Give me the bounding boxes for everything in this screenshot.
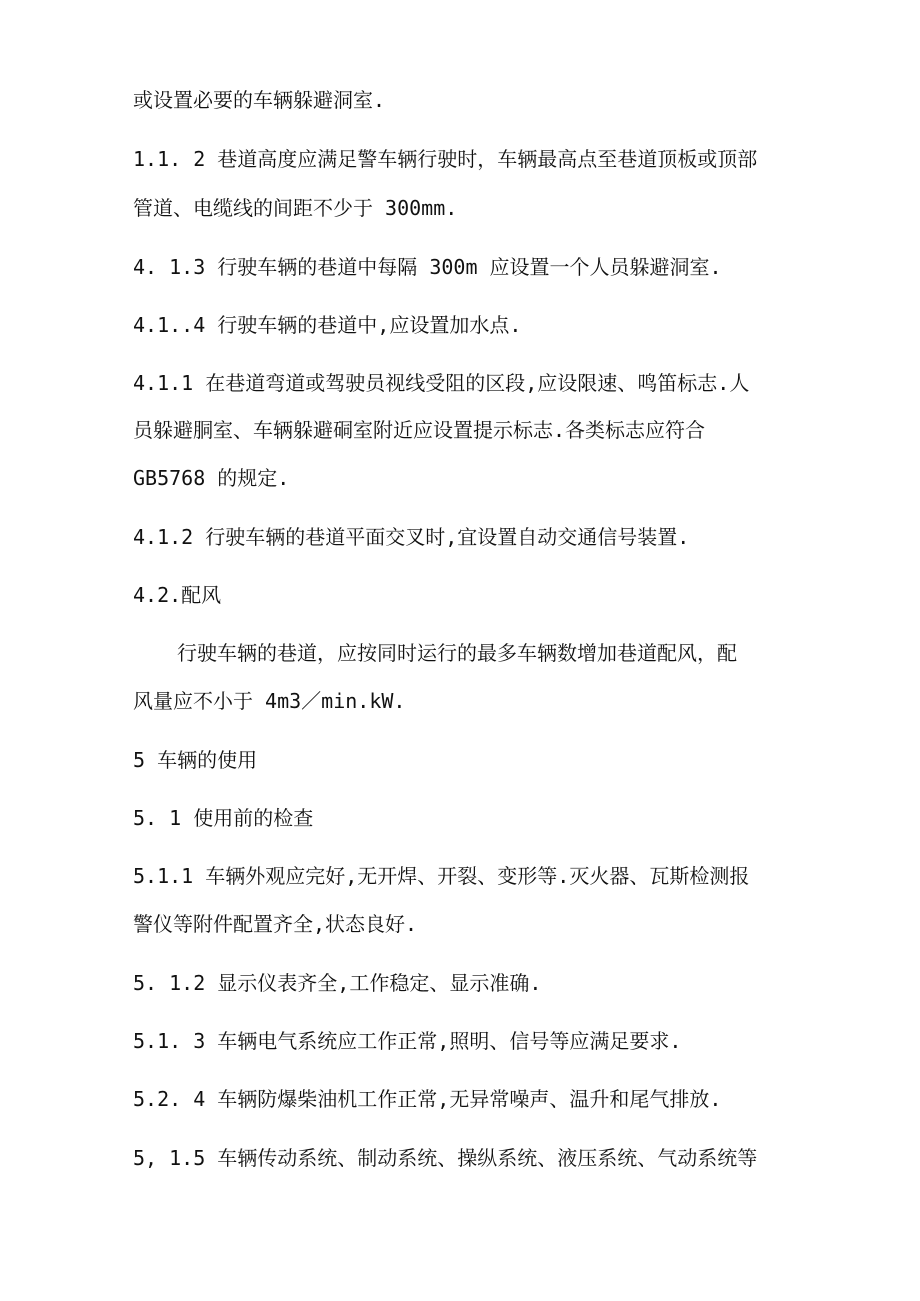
section-4-1-1-line-3: GB5768 的规定. xyxy=(133,466,290,490)
section-5-heading: 5 车辆的使用 xyxy=(133,748,258,772)
section-1-1-2-line-1: 1.1. 2 巷道高度应满足警车辆行驶时，车辆最高点至巷道顶板或顶部 xyxy=(133,147,758,171)
section-4-1-3: 4. 1.3 行驶车辆的巷道中每隔 300m 应设置一个人员躲避洞室. xyxy=(133,255,722,279)
section-4-2-paragraph-line-2: 风量应不小于 4m3／min.kW. xyxy=(133,689,406,713)
section-4-1-4: 4.1..4 行驶车辆的巷道中,应设置加水点. xyxy=(133,313,522,337)
section-5-1-2: 5. 1.2 显示仪表齐全,工作稳定、显示准确. xyxy=(133,971,542,995)
section-5-2-4: 5.2. 4 车辆防爆柴油机工作正常,无异常噪声、温升和尾气排放. xyxy=(133,1087,722,1111)
section-4-1-1-line-1: 4.1.1 在巷道弯道或驾驶员视线受阻的区段,应设限速、鸣笛标志.人 xyxy=(133,371,750,395)
section-4-1-1-line-2: 员躲避胴室、车辆躲避硐室附近应设置提示标志.各类标志应符合 xyxy=(133,418,706,442)
section-4-1-2: 4.1.2 行驶车辆的巷道平面交叉时,宜设置自动交通信号装置. xyxy=(133,525,690,549)
section-5-1-heading: 5. 1 使用前的检查 xyxy=(133,806,314,830)
text-line: 或设置必要的车辆躲避洞室. xyxy=(133,88,386,112)
section-4-2-heading: 4.2.配风 xyxy=(133,583,222,607)
section-1-1-2-line-2: 管道、电缆线的间距不少于 300mm. xyxy=(133,196,458,220)
section-4-2-paragraph-line-1: 行驶车辆的巷道，应按同时运行的最多车辆数增加巷道配风，配 xyxy=(177,641,737,665)
section-5-1-1-line-2: 警仪等附件配置齐全,状态良好. xyxy=(133,912,418,936)
section-5-1-5: 5, 1.5 车辆传动系统、制动系统、操纵系统、液压系统、气动系统等 xyxy=(133,1146,758,1170)
section-5-1-3: 5.1. 3 车辆电气系统应工作正常,照明、信号等应满足要求. xyxy=(133,1029,682,1053)
section-5-1-1-line-1: 5.1.1 车辆外观应完好,无开焊、开裂、变形等.灭火器、瓦斯检测报 xyxy=(133,864,750,888)
